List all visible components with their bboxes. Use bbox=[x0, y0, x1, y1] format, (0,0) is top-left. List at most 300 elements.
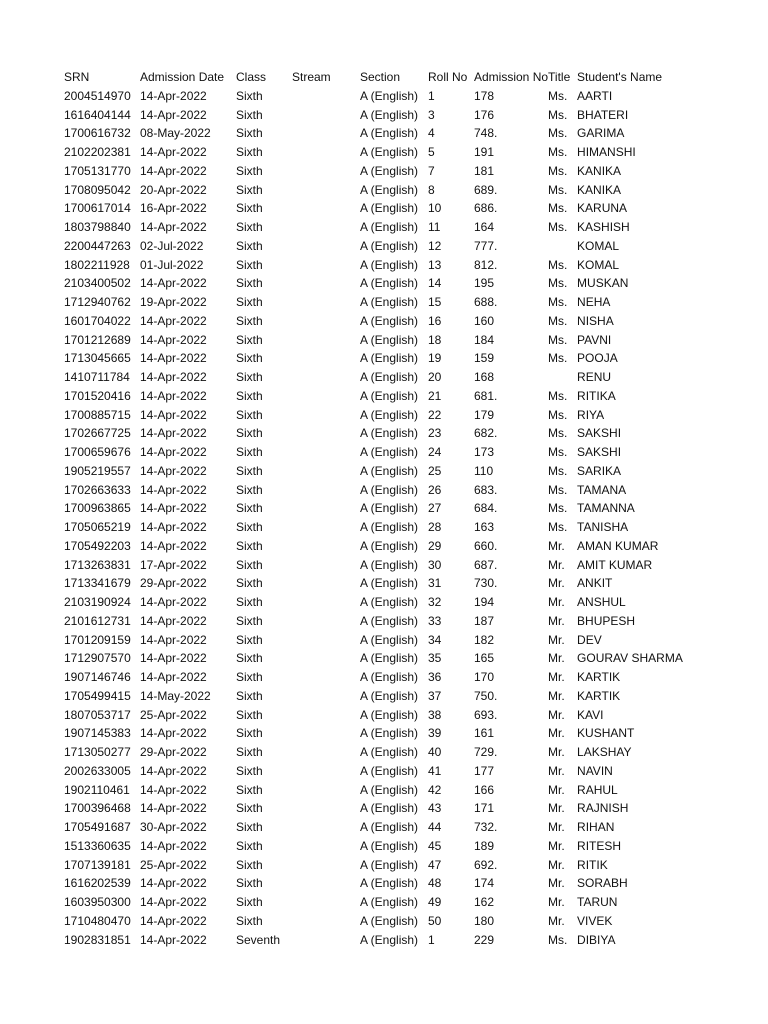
cell-class: Sixth bbox=[236, 107, 263, 122]
cell-section: A (English) bbox=[360, 163, 419, 178]
cell-section: A (English) bbox=[360, 220, 419, 234]
table-row bbox=[64, 874, 717, 893]
cell-roll-no: 49 bbox=[428, 895, 442, 909]
cell-admission-date: 14-Apr-2022 bbox=[140, 595, 207, 609]
cell-class: Sixth bbox=[236, 426, 263, 441]
cell-admission-no: 177 bbox=[474, 763, 495, 778]
cell-title: Ms. bbox=[548, 126, 568, 141]
cell-section: A (English) bbox=[360, 688, 419, 703]
cell-section: A (English) bbox=[360, 913, 419, 928]
cell-class: Sixth bbox=[236, 763, 263, 778]
cell-class: Sixth bbox=[236, 145, 263, 159]
cell-title: Ms. bbox=[548, 88, 568, 103]
cell-admission-no: 181 bbox=[474, 163, 495, 178]
cell-section: A (English) bbox=[360, 670, 419, 684]
cell-admission-no: 178 bbox=[474, 88, 495, 103]
cell-class: Sixth bbox=[236, 670, 263, 684]
cell-roll-no: 13 bbox=[428, 257, 442, 272]
table-row bbox=[64, 274, 717, 293]
table-row bbox=[64, 481, 717, 500]
cell-title: Mr. bbox=[548, 763, 565, 778]
cell-stream bbox=[292, 856, 360, 875]
cell-student-name: BHATERI bbox=[577, 107, 629, 122]
cell-admission-date: 14-Apr-2022 bbox=[140, 726, 207, 741]
cell-roll-no: 10 bbox=[428, 201, 442, 216]
cell-admission-date: 14-Apr-2022 bbox=[140, 463, 207, 478]
cell-roll-no: 35 bbox=[428, 651, 442, 666]
cell-student-name: DEV bbox=[577, 632, 602, 647]
cell-srn: 1905219557 bbox=[64, 463, 131, 478]
cell-stream bbox=[292, 237, 360, 256]
cell-admission-date: 14-Apr-2022 bbox=[140, 163, 207, 178]
cell-section: A (English) bbox=[360, 838, 419, 853]
header-stream: Stream bbox=[292, 70, 331, 84]
cell-stream bbox=[292, 724, 360, 743]
cell-srn: 1713050277 bbox=[64, 745, 131, 759]
cell-section: A (English) bbox=[360, 782, 419, 797]
cell-stream bbox=[292, 443, 360, 462]
cell-srn: 2200447263 bbox=[64, 238, 131, 253]
table-row bbox=[64, 293, 717, 312]
cell-stream bbox=[292, 143, 360, 162]
cell-admission-no: 166 bbox=[474, 782, 495, 797]
cell-student-name: SORABH bbox=[577, 876, 628, 891]
cell-stream bbox=[292, 893, 360, 912]
cell-title: Ms. bbox=[548, 163, 568, 178]
cell-class: Sixth bbox=[236, 613, 263, 628]
cell-srn: 2004514970 bbox=[64, 88, 131, 103]
cell-srn: 2102202381 bbox=[64, 145, 131, 159]
cell-class: Sixth bbox=[236, 913, 263, 928]
cell-roll-no: 27 bbox=[428, 501, 442, 516]
cell-srn: 1708095042 bbox=[64, 182, 131, 197]
cell-section: A (English) bbox=[360, 595, 419, 609]
cell-student-name: KUSHANT bbox=[577, 726, 635, 741]
cell-admission-date: 17-Apr-2022 bbox=[140, 557, 207, 572]
cell-srn: 2101612731 bbox=[64, 613, 131, 628]
cell-admission-no: 165 bbox=[474, 651, 495, 666]
cell-admission-date: 29-Apr-2022 bbox=[140, 576, 207, 591]
cell-admission-no: 693. bbox=[474, 707, 498, 722]
cell-section: A (English) bbox=[360, 501, 419, 516]
cell-roll-no: 16 bbox=[428, 313, 442, 328]
cell-admission-date: 14-Apr-2022 bbox=[140, 913, 207, 928]
cell-srn: 1907146746 bbox=[64, 670, 131, 684]
cell-class: Sixth bbox=[236, 163, 263, 178]
cell-admission-date: 20-Apr-2022 bbox=[140, 182, 207, 197]
cell-admission-date: 14-Apr-2022 bbox=[140, 501, 207, 516]
cell-stream bbox=[292, 462, 360, 481]
cell-admission-date: 14-Apr-2022 bbox=[140, 876, 207, 891]
cell-stream bbox=[292, 706, 360, 725]
table-row bbox=[64, 799, 717, 818]
cell-class: Sixth bbox=[236, 370, 263, 384]
cell-student-name: KAVI bbox=[577, 707, 604, 722]
cell-admission-no: 176 bbox=[474, 107, 495, 122]
cell-srn: 1902831851 bbox=[64, 932, 131, 947]
cell-admission-no: 191 bbox=[474, 145, 495, 159]
cell-class: Sixth bbox=[236, 876, 263, 891]
cell-student-name: RAHUL bbox=[577, 782, 618, 797]
cell-roll-no: 5 bbox=[428, 145, 435, 159]
cell-admission-no: 730. bbox=[474, 576, 498, 591]
cell-class: Sixth bbox=[236, 463, 263, 478]
table-header bbox=[64, 68, 717, 87]
cell-student-name: HIMANSHI bbox=[577, 145, 636, 159]
cell-roll-no: 28 bbox=[428, 520, 442, 534]
cell-roll-no: 4 bbox=[428, 126, 435, 141]
table-row bbox=[64, 668, 717, 687]
cell-student-name: TANISHA bbox=[577, 520, 629, 534]
cell-class: Sixth bbox=[236, 88, 263, 103]
cell-student-name: ANKIT bbox=[577, 576, 613, 591]
cell-student-name: SARIKA bbox=[577, 463, 622, 478]
cell-section: A (English) bbox=[360, 520, 419, 534]
cell-class: Sixth bbox=[236, 595, 263, 609]
table-row bbox=[64, 424, 717, 443]
cell-title: Ms. bbox=[548, 220, 568, 234]
cell-roll-no: 8 bbox=[428, 182, 435, 197]
cell-stream bbox=[292, 574, 360, 593]
cell-roll-no: 34 bbox=[428, 632, 442, 647]
cell-srn: 1702667725 bbox=[64, 426, 131, 441]
cell-title: Mr. bbox=[548, 801, 565, 816]
cell-class: Sixth bbox=[236, 126, 263, 141]
cell-admission-no: 164 bbox=[474, 220, 495, 234]
cell-section: A (English) bbox=[360, 126, 419, 141]
cell-roll-no: 20 bbox=[428, 370, 442, 384]
cell-roll-no: 43 bbox=[428, 801, 442, 816]
cell-student-name: KOMAL bbox=[577, 257, 620, 272]
cell-roll-no: 29 bbox=[428, 538, 442, 553]
cell-srn: 1701212689 bbox=[64, 332, 131, 347]
cell-section: A (English) bbox=[360, 707, 419, 722]
cell-roll-no: 24 bbox=[428, 445, 442, 459]
header-srn: SRN bbox=[64, 70, 90, 84]
cell-title: Mr. bbox=[548, 557, 565, 572]
cell-section: A (English) bbox=[360, 145, 419, 159]
cell-roll-no: 12 bbox=[428, 238, 442, 253]
cell-roll-no: 37 bbox=[428, 688, 442, 703]
cell-admission-no: 110 bbox=[474, 463, 494, 478]
table-row bbox=[64, 312, 717, 331]
cell-stream bbox=[292, 106, 360, 125]
cell-class: Seventh bbox=[236, 932, 281, 947]
table-row bbox=[64, 649, 717, 668]
cell-title bbox=[548, 237, 577, 256]
cell-stream bbox=[292, 387, 360, 406]
cell-section: A (English) bbox=[360, 407, 419, 422]
cell-stream bbox=[292, 256, 360, 275]
cell-student-name: POOJA bbox=[577, 351, 618, 366]
cell-title: Mr. bbox=[548, 670, 565, 684]
cell-student-name: ANSHUL bbox=[577, 595, 626, 609]
cell-section: A (English) bbox=[360, 576, 419, 591]
cell-section: A (English) bbox=[360, 426, 419, 441]
cell-title: Mr. bbox=[548, 857, 565, 872]
cell-srn: 1705491687 bbox=[64, 820, 131, 834]
cell-title: Mr. bbox=[548, 782, 565, 797]
cell-stream bbox=[292, 687, 360, 706]
cell-stream bbox=[292, 218, 360, 237]
cell-roll-no: 31 bbox=[428, 576, 442, 591]
cell-admission-date: 14-Apr-2022 bbox=[140, 445, 207, 459]
cell-admission-no: 687. bbox=[474, 557, 498, 572]
cell-section: A (English) bbox=[360, 332, 419, 347]
cell-admission-no: 179 bbox=[474, 407, 495, 422]
cell-admission-date: 14-Apr-2022 bbox=[140, 520, 207, 534]
cell-srn: 1700616732 bbox=[64, 126, 131, 141]
cell-title: Ms. bbox=[548, 932, 568, 947]
cell-class: Sixth bbox=[236, 801, 263, 816]
header-student-name: Student's Name bbox=[577, 70, 663, 84]
cell-admission-no: 187 bbox=[474, 613, 495, 628]
cell-srn: 1807053717 bbox=[64, 707, 131, 722]
cell-admission-date: 29-Apr-2022 bbox=[140, 745, 207, 759]
cell-class: Sixth bbox=[236, 351, 263, 366]
cell-roll-no: 26 bbox=[428, 482, 442, 497]
cell-roll-no: 25 bbox=[428, 463, 442, 478]
cell-stream bbox=[292, 499, 360, 518]
cell-title: Ms. bbox=[548, 482, 568, 497]
cell-stream bbox=[292, 406, 360, 425]
cell-srn: 1702663633 bbox=[64, 482, 131, 497]
cell-stream bbox=[292, 181, 360, 200]
cell-admission-date: 08-May-2022 bbox=[140, 126, 211, 141]
cell-section: A (English) bbox=[360, 388, 419, 403]
cell-stream bbox=[292, 349, 360, 368]
cell-admission-date: 14-Apr-2022 bbox=[140, 351, 207, 366]
table-row bbox=[64, 574, 717, 593]
cell-title: Mr. bbox=[548, 895, 565, 909]
table-row bbox=[64, 612, 717, 631]
cell-srn: 1700617014 bbox=[64, 201, 131, 216]
cell-admission-no: 729. bbox=[474, 745, 498, 759]
cell-stream bbox=[292, 331, 360, 350]
cell-admission-date: 14-Apr-2022 bbox=[140, 276, 207, 291]
cell-section: A (English) bbox=[360, 557, 419, 572]
cell-srn: 1907145383 bbox=[64, 726, 131, 741]
cell-srn: 1713045665 bbox=[64, 351, 131, 366]
cell-class: Sixth bbox=[236, 820, 263, 834]
cell-srn: 1713263831 bbox=[64, 557, 131, 572]
cell-admission-no: 173 bbox=[474, 445, 495, 459]
cell-srn: 1700963865 bbox=[64, 501, 131, 516]
cell-class: Sixth bbox=[236, 782, 263, 797]
cell-roll-no: 14 bbox=[428, 276, 442, 291]
cell-section: A (English) bbox=[360, 801, 419, 816]
cell-section: A (English) bbox=[360, 88, 419, 103]
cell-stream bbox=[292, 518, 360, 537]
cell-student-name: DIBIYA bbox=[577, 932, 616, 947]
cell-admission-date: 25-Apr-2022 bbox=[140, 857, 207, 872]
cell-roll-no: 44 bbox=[428, 820, 442, 834]
cell-title: Mr. bbox=[548, 707, 565, 722]
cell-student-name: RAJNISH bbox=[577, 801, 629, 816]
cell-student-name: NAVIN bbox=[577, 763, 613, 778]
cell-title: Mr. bbox=[548, 651, 565, 666]
cell-admission-date: 02-Jul-2022 bbox=[140, 238, 204, 253]
table-body bbox=[64, 87, 717, 950]
cell-section: A (English) bbox=[360, 932, 419, 947]
cell-student-name: RENU bbox=[577, 370, 612, 384]
cell-admission-no: 160 bbox=[474, 313, 495, 328]
cell-admission-no: 170 bbox=[474, 670, 495, 684]
cell-admission-date: 14-Apr-2022 bbox=[140, 782, 207, 797]
cell-srn: 1616404144 bbox=[64, 107, 131, 122]
header-section: Section bbox=[360, 70, 401, 84]
cell-roll-no: 30 bbox=[428, 557, 442, 572]
cell-admission-date: 19-Apr-2022 bbox=[140, 295, 207, 309]
cell-student-name: RITIK bbox=[577, 857, 608, 872]
cell-admission-date: 14-Apr-2022 bbox=[140, 145, 207, 159]
cell-admission-no: 184 bbox=[474, 332, 495, 347]
table-row bbox=[64, 349, 717, 368]
cell-stream bbox=[292, 368, 360, 387]
cell-title: Ms. bbox=[548, 276, 568, 291]
cell-student-name: TAMANNA bbox=[577, 501, 635, 516]
cell-admission-date: 14-Apr-2022 bbox=[140, 632, 207, 647]
cell-class: Sixth bbox=[236, 501, 263, 516]
cell-admission-no: 686. bbox=[474, 201, 498, 216]
cell-title: Ms. bbox=[548, 145, 568, 159]
cell-title bbox=[548, 368, 577, 387]
cell-admission-date: 14-Apr-2022 bbox=[140, 370, 207, 384]
cell-student-name: AMAN KUMAR bbox=[577, 538, 659, 553]
cell-class: Sixth bbox=[236, 332, 263, 347]
header-admission-date: Admission Date bbox=[140, 70, 225, 84]
cell-title: Ms. bbox=[548, 351, 568, 366]
cell-section: A (English) bbox=[360, 276, 419, 291]
cell-admission-date: 14-Apr-2022 bbox=[140, 838, 207, 853]
table-row bbox=[64, 87, 717, 106]
cell-title: Mr. bbox=[548, 726, 565, 741]
cell-admission-no: 682. bbox=[474, 426, 498, 441]
cell-admission-no: 660. bbox=[474, 538, 498, 553]
cell-title: Mr. bbox=[548, 876, 565, 891]
cell-stream bbox=[292, 293, 360, 312]
cell-student-name: KARTIK bbox=[577, 688, 621, 703]
cell-class: Sixth bbox=[236, 857, 263, 872]
cell-stream bbox=[292, 274, 360, 293]
table-row bbox=[64, 143, 717, 162]
cell-class: Sixth bbox=[236, 557, 263, 572]
cell-srn: 1616202539 bbox=[64, 876, 131, 891]
cell-student-name: RITESH bbox=[577, 838, 622, 853]
cell-section: A (English) bbox=[360, 238, 419, 253]
cell-section: A (English) bbox=[360, 463, 419, 478]
cell-section: A (English) bbox=[360, 351, 419, 366]
cell-student-name: LAKSHAY bbox=[577, 745, 632, 759]
cell-class: Sixth bbox=[236, 651, 263, 666]
cell-admission-no: 683. bbox=[474, 482, 498, 497]
cell-section: A (English) bbox=[360, 763, 419, 778]
cell-admission-date: 14-Apr-2022 bbox=[140, 613, 207, 628]
cell-admission-no: 168 bbox=[474, 370, 495, 384]
cell-class: Sixth bbox=[236, 520, 263, 534]
cell-title: Mr. bbox=[548, 820, 565, 834]
cell-admission-no: 684. bbox=[474, 501, 498, 516]
cell-student-name: KARUNA bbox=[577, 201, 628, 216]
cell-title: Ms. bbox=[548, 388, 568, 403]
cell-srn: 1712907570 bbox=[64, 651, 131, 666]
table-row bbox=[64, 237, 717, 256]
cell-admission-no: 812. bbox=[474, 257, 498, 272]
cell-stream bbox=[292, 424, 360, 443]
cell-stream bbox=[292, 743, 360, 762]
cell-srn: 1705065219 bbox=[64, 520, 131, 534]
table-row bbox=[64, 256, 717, 275]
cell-roll-no: 36 bbox=[428, 670, 442, 684]
table-row bbox=[64, 743, 717, 762]
cell-admission-date: 14-Apr-2022 bbox=[140, 426, 207, 441]
cell-class: Sixth bbox=[236, 295, 263, 309]
header-roll-no: Roll No bbox=[428, 70, 468, 84]
table-row bbox=[64, 856, 717, 875]
cell-admission-no: 229 bbox=[474, 932, 495, 947]
cell-roll-no: 38 bbox=[428, 707, 442, 722]
table-row bbox=[64, 162, 717, 181]
cell-title: Mr. bbox=[548, 745, 565, 759]
cell-stream bbox=[292, 837, 360, 856]
table-row bbox=[64, 781, 717, 800]
cell-title: Ms. bbox=[548, 501, 568, 516]
cell-roll-no: 50 bbox=[428, 913, 442, 928]
cell-admission-date: 14-Apr-2022 bbox=[140, 388, 207, 403]
cell-stream bbox=[292, 556, 360, 575]
cell-roll-no: 1 bbox=[428, 88, 435, 103]
cell-srn: 1705492203 bbox=[64, 538, 131, 553]
cell-roll-no: 40 bbox=[428, 745, 442, 759]
cell-section: A (English) bbox=[360, 482, 419, 497]
cell-section: A (English) bbox=[360, 651, 419, 666]
cell-admission-no: 732. bbox=[474, 820, 498, 834]
cell-section: A (English) bbox=[360, 820, 419, 834]
cell-admission-no: 161 bbox=[474, 726, 495, 741]
cell-title: Ms. bbox=[548, 463, 568, 478]
cell-srn: 1701209159 bbox=[64, 632, 131, 647]
cell-title: Mr. bbox=[548, 838, 565, 853]
cell-title: Mr. bbox=[548, 613, 565, 628]
cell-srn: 1700659676 bbox=[64, 445, 131, 459]
cell-stream bbox=[292, 912, 360, 931]
cell-section: A (English) bbox=[360, 876, 419, 891]
table-row bbox=[64, 818, 717, 837]
cell-srn: 1802211928 bbox=[64, 257, 130, 272]
cell-section: A (English) bbox=[360, 632, 419, 647]
cell-student-name: TAMANA bbox=[577, 482, 627, 497]
cell-admission-date: 25-Apr-2022 bbox=[140, 707, 207, 722]
table-row bbox=[64, 387, 717, 406]
cell-roll-no: 47 bbox=[428, 857, 442, 872]
cell-roll-no: 1 bbox=[428, 932, 435, 947]
table-row bbox=[64, 762, 717, 781]
cell-admission-no: 171 bbox=[474, 801, 495, 816]
cell-stream bbox=[292, 612, 360, 631]
cell-title: Ms. bbox=[548, 426, 568, 441]
cell-class: Sixth bbox=[236, 201, 263, 216]
cell-admission-date: 30-Apr-2022 bbox=[140, 820, 207, 834]
cell-section: A (English) bbox=[360, 313, 419, 328]
cell-class: Sixth bbox=[236, 276, 263, 291]
cell-stream bbox=[292, 781, 360, 800]
cell-student-name: TARUN bbox=[577, 895, 618, 909]
header-row bbox=[64, 68, 717, 87]
cell-title: Ms. bbox=[548, 445, 568, 459]
cell-title: Mr. bbox=[548, 632, 565, 647]
cell-student-name: RIYA bbox=[577, 407, 605, 422]
cell-student-name: VIVEK bbox=[577, 913, 613, 928]
